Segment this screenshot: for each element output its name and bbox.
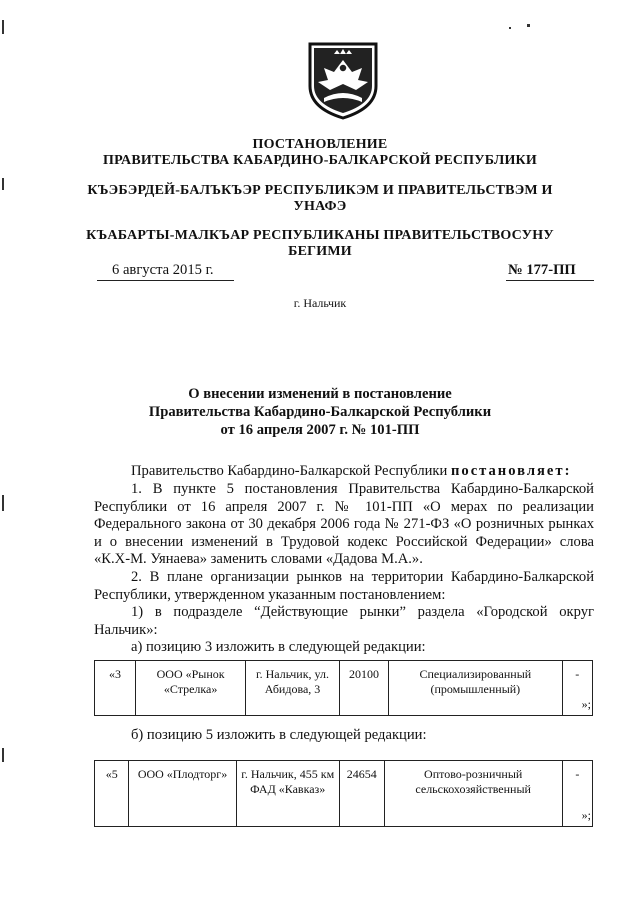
code: 24654 [339, 761, 384, 827]
intro-paragraph [94, 463, 594, 481]
paragraph-2: 2. В плане организации рынков на территории Кабардино-Балкарской Республики, утвержденном указанным постановлением: [94, 569, 594, 603]
dash: - [575, 767, 580, 781]
header-line-6: БЕГИМИ [288, 244, 352, 259]
title-line-3: от 16 апреля 2007 г. № 101-ПП [220, 422, 420, 438]
header-line-1: ПОСТАНОВЛЕНИЕ [252, 137, 388, 152]
title-line-1: О внесении изменений в постановление [188, 386, 452, 402]
coat-of-arms-emblem [304, 40, 382, 120]
table-row [95, 661, 593, 716]
title-line-2: Правительства Кабардино-Балкарской Республики [148, 404, 492, 420]
closing-quote: »; [581, 697, 591, 711]
intro-prefix: Правительство Кабардино-Балкарской Республики [131, 463, 451, 479]
paragraph-5: б) позицию 5 изложить в следующей редакции: [131, 727, 427, 743]
closing-quote: »; [581, 808, 591, 822]
number-underline [506, 280, 594, 281]
scan-mark [2, 748, 4, 762]
city: г. Нальчик [293, 296, 347, 310]
scan-dot [527, 24, 530, 27]
organization-name: ООО «Рынок «Стрелка» [135, 661, 245, 716]
position-5-table [94, 760, 593, 827]
date-underline [97, 280, 234, 281]
paragraph-3: 1) в подразделе “Действующие рынки” раздела «Городской округ Нальчик»: [94, 604, 594, 638]
position-number: «3 [95, 661, 136, 716]
table-row [95, 761, 593, 827]
scan-mark [2, 20, 4, 34]
header-line-5: КЪАБАРТЫ-МАЛКЪАР РЕСПУБЛИКАНЫ ПРАВИТЕЛЬСТВОСУНУ [86, 228, 554, 243]
document-number: № 177-ПП [508, 262, 576, 278]
address: г. Нальчик, 455 км ФАД «Кавказ» [236, 761, 339, 827]
code: 20100 [339, 661, 388, 716]
dash-cell [562, 661, 593, 716]
position-number: «5 [95, 761, 129, 827]
dash-cell [562, 761, 592, 827]
organization-name: ООО «Плодторг» [129, 761, 236, 827]
header-line-2: ПРАВИТЕЛЬСТВА КАБАРДИНО-БАЛКАРСКОЙ РЕСПУБЛИКИ [102, 153, 538, 168]
document-date: 6 августа 2015 г. [112, 262, 214, 278]
header-line-3: КЪЭБЭРДЕЙ-БАЛЪКЪЭР РЕСПУБЛИКЭМ И ПРАВИТЕЛЬСТВЭМ И [87, 183, 553, 198]
scan-dot [509, 27, 511, 29]
scan-mark [2, 495, 4, 511]
paragraph-1: 1. В пункте 5 постановления Правительства Кабардино-Балкарской Республики от 16 апреля 2007 г. № 101-ПП «О мерах по реализации Федерального закона от 30 декабря 2006 года № 271-ФЗ «О розничных рынках и о внесении изменений в Трудовой кодекс Российской Федерации» слова «К.Х-М. Уянаева» заменить словами «Дадова М.А.». [94, 481, 594, 568]
market-type: Оптово-розничный сельскохозяйственный [384, 761, 562, 827]
address: г. Нальчик, ул. Абидова, 3 [246, 661, 340, 716]
paragraph-4: а) позицию 3 изложить в следующей редакции: [131, 639, 426, 655]
market-type: Специализированный (промышленный) [389, 661, 562, 716]
header-line-4: УНАФЭ [293, 199, 347, 214]
position-3-table [94, 660, 593, 716]
intro-decree-word: постановляет: [450, 463, 572, 479]
dash: - [575, 667, 580, 681]
